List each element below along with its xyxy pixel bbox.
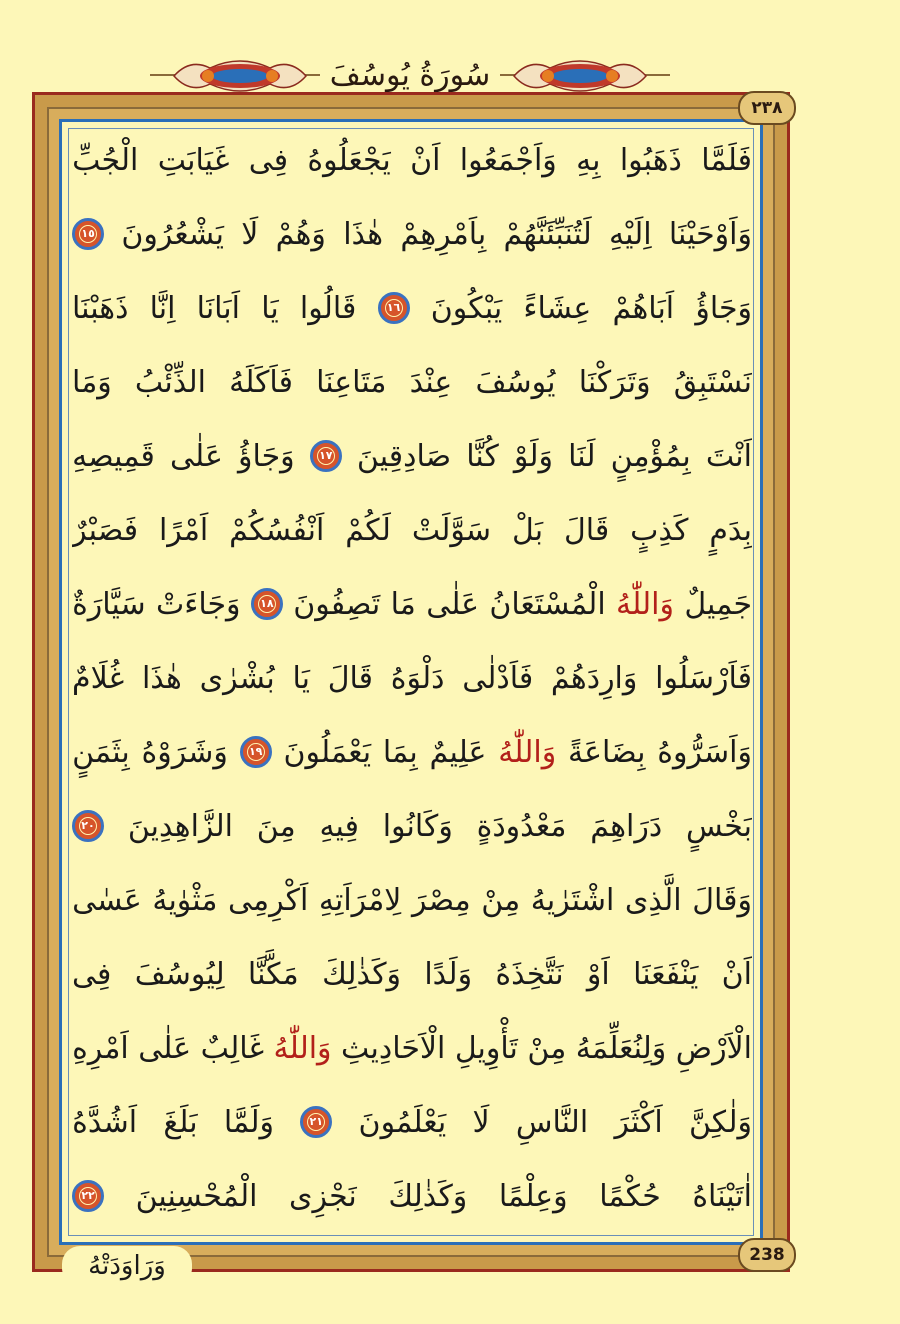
word: الْمُسْتَعَانُ (489, 586, 606, 622)
word: مِنَ (256, 808, 296, 844)
word: اَكْثَرَ (614, 1104, 663, 1140)
word: سَوَّلَتْ (411, 512, 492, 548)
text-line (72, 791, 752, 861)
word: لِامْرَاَتِهِ (318, 882, 402, 918)
text-line (72, 643, 752, 713)
word: يُوسُفَ (475, 364, 556, 400)
word: وَعِلْمًا (498, 1178, 568, 1214)
word: اَمْرًا (158, 512, 209, 548)
word: وَلٰكِنَّ (688, 1104, 752, 1140)
word: وَلَمَّا (223, 1104, 274, 1140)
word: ذَهَبْنَا (72, 290, 129, 326)
word: مِنْ (481, 882, 521, 918)
word: وَهُمْ (275, 216, 326, 252)
word: عِشَاءً (523, 290, 592, 326)
word: كَذِبٍ (630, 512, 689, 548)
word: يَبْكُونَ (430, 290, 503, 326)
word: وَارِدَهُمْ (550, 660, 638, 696)
word: وَاللّٰهُ (273, 1030, 332, 1066)
word: عَلٰى (426, 586, 480, 622)
word: يَنْفَعَنَا (633, 956, 699, 992)
word: وَكَذٰلِكَ (388, 1178, 468, 1214)
word: وَلَوْ (513, 438, 554, 474)
word: لَتُنَبِّئَنَّهُمْ (503, 216, 592, 252)
word: بِهِ (576, 142, 601, 178)
word: بِدَمٍ (709, 512, 752, 548)
word: وَاَجْمَعُوا (459, 142, 557, 178)
ayah-end-marker-icon: ٢٢ (72, 1180, 104, 1212)
text-line (72, 1013, 752, 1083)
word: نَتَّخِذَهُ (495, 956, 564, 992)
word: فَاَدْلٰى (462, 660, 534, 696)
word: اَبَانَا (196, 290, 240, 326)
word: غَيَابَتِ (157, 142, 230, 178)
word: اَوْ (586, 956, 610, 992)
word: دَلْوَهُ (390, 660, 445, 696)
word: لِيُوسُفَ (134, 956, 225, 992)
word: اَنْتَ (705, 438, 752, 474)
text-line (72, 939, 752, 1009)
word: الَّذِى (624, 882, 682, 918)
word: جَمِيلٌ (684, 586, 752, 622)
word: النَّاسِ (515, 1104, 589, 1140)
text-line (72, 273, 752, 343)
word: كُنَّا (466, 438, 499, 474)
text-line (72, 717, 752, 787)
page-number: 238 (738, 1238, 796, 1272)
word: نَسْتَبِقُ (673, 364, 752, 400)
text-line (72, 199, 752, 269)
word: اَبَاهُمْ (612, 290, 675, 326)
word: اَكْرِمِى (228, 882, 309, 918)
word: وَجَاؤُ (695, 290, 752, 326)
word: بِمَا (382, 734, 418, 770)
word: يَعْمَلُونَ (283, 734, 372, 770)
word: وَاللّٰهُ (498, 734, 557, 770)
word: وَشَرَوْهُ (141, 734, 228, 770)
word: عَلٰى (138, 1030, 192, 1066)
word: الزَّاهِدِينَ (127, 808, 233, 844)
word: يَجْعَلُوهُ (307, 142, 391, 178)
word: وَجَاءَتْ (155, 586, 241, 622)
word: مَعْدُودَةٍ (476, 808, 567, 844)
word: غُلَامٌ (72, 660, 125, 696)
word: غَالِبٌ (200, 1030, 265, 1066)
word: فَصَبْرٌ (72, 512, 139, 548)
ayah-end-marker-icon: ٢٠ (72, 810, 104, 842)
word: لَا (472, 1104, 490, 1140)
word: قَالَ (563, 512, 610, 548)
word: نَجْزِى (289, 1178, 357, 1214)
text-line (72, 495, 752, 565)
word: تَأْوِيلِ (454, 1030, 518, 1066)
word: اٰتَيْنَاهُ (692, 1178, 752, 1214)
text-line (72, 1087, 752, 1157)
word: بِثَمَنٍ (72, 734, 130, 770)
text-line (72, 347, 752, 417)
word: الْجُبِّ (72, 142, 139, 178)
word: وَمَا (72, 364, 112, 400)
word: فَلَمَّا (701, 142, 752, 178)
word: اَنْ (721, 956, 752, 992)
page-number-arabic: ٢٣٨ (738, 91, 796, 125)
word: عَلِيمٌ (429, 734, 487, 770)
word: بَلَغَ (163, 1104, 198, 1140)
ayah-end-marker-icon: ١٦ (378, 292, 410, 324)
word: ذَهَبُوا (619, 142, 682, 178)
text-line (72, 865, 752, 935)
word: الْاَحَادِيثِ (341, 1030, 446, 1066)
quran-text-block (72, 125, 752, 1235)
word: اَمْرِهِ (72, 1030, 129, 1066)
word: مَتَاعِنَا (316, 364, 387, 400)
word: صَادِقِينَ (356, 438, 452, 474)
word: بِاَمْرِهِمْ (400, 216, 487, 252)
catchword: وَرَاوَدَتْهُ (62, 1246, 192, 1286)
word: وَجَاؤُ (238, 438, 295, 474)
word: بُشْرٰى (199, 660, 275, 696)
word: هٰذَا (141, 660, 182, 696)
word: فِى (248, 142, 289, 178)
word: وَكَذٰلِكَ (322, 956, 402, 992)
text-line (72, 569, 752, 639)
ayah-end-marker-icon: ١٨ (251, 588, 283, 620)
word: لَا (241, 216, 259, 252)
word: بِمُؤْمِنٍ (610, 438, 691, 474)
word: فَاَكَلَهُ (229, 364, 293, 400)
word: اِنَّا (149, 290, 176, 326)
word: يَا (292, 660, 310, 696)
word: الْمُحْسِنِينَ (135, 1178, 258, 1214)
word: لَنَا (568, 438, 596, 474)
word: وَاَوْحَيْنَا (668, 216, 752, 252)
word: فِيهِ (319, 808, 359, 844)
word: وَلِنُعَلِّمَهُ (575, 1030, 667, 1066)
word: وَاللّٰهُ (616, 586, 674, 622)
word: يَعْلَمُونَ (358, 1104, 447, 1140)
word: وَقَالَ (692, 882, 752, 918)
word: فِى (72, 956, 112, 992)
word: الذِّئْبُ (134, 364, 206, 400)
word: عَسٰى (72, 882, 142, 918)
sura-title: سُورَةُ يُوسُفَ (320, 48, 500, 102)
text-line (72, 1161, 752, 1231)
word: دَرَاهِمَ (590, 808, 663, 844)
word: اَشُدَّهُ (72, 1104, 138, 1140)
word: مَا (390, 586, 416, 622)
ayah-end-marker-icon: ١٧ (310, 440, 342, 472)
word: قَالَ (327, 660, 373, 696)
word: بَلْ (511, 512, 544, 548)
word: اَنْفُسُكُمْ (229, 512, 325, 548)
word: لَكُمْ (345, 512, 391, 548)
ayah-end-marker-icon: ١٥ (72, 218, 104, 250)
ayah-end-marker-icon: ١٩ (240, 736, 272, 768)
word: حُكْمًا (599, 1178, 661, 1214)
word: قَمِيصِهِ (72, 438, 155, 474)
text-line (72, 125, 752, 195)
word: سَيَّارَةٌ (72, 586, 146, 622)
word: اَنْ (410, 142, 441, 178)
word: الْاَرْضِ (675, 1030, 752, 1066)
word: اِلَيْهِ (609, 216, 652, 252)
word: عَلٰى (170, 438, 223, 474)
word: بَخْسٍ (686, 808, 752, 844)
word: فَاَرْسَلُوا (655, 660, 752, 696)
word: قَالُوا (299, 290, 357, 326)
word: وَاَسَرُّوهُ (657, 734, 752, 770)
word: وَتَرَكْنَا (578, 364, 651, 400)
word: اشْتَرٰيهُ (530, 882, 615, 918)
ayah-end-marker-icon: ٢١ (300, 1106, 332, 1138)
word: يَا (261, 290, 279, 326)
word: هٰذَا (343, 216, 384, 252)
word: مَثْوٰيهُ (152, 882, 218, 918)
word: مِصْرَ (412, 882, 471, 918)
word: عِنْدَ (409, 364, 453, 400)
text-line (72, 421, 752, 491)
word: وَكَانُوا (382, 808, 453, 844)
word: تَصِفُونَ (293, 586, 381, 622)
word: يَشْعُرُونَ (121, 216, 224, 252)
word: بِضَاعَةً (567, 734, 646, 770)
word: مِنْ (527, 1030, 567, 1066)
word: وَلَدًا (424, 956, 473, 992)
word: مَكَّنَّا (247, 956, 299, 992)
